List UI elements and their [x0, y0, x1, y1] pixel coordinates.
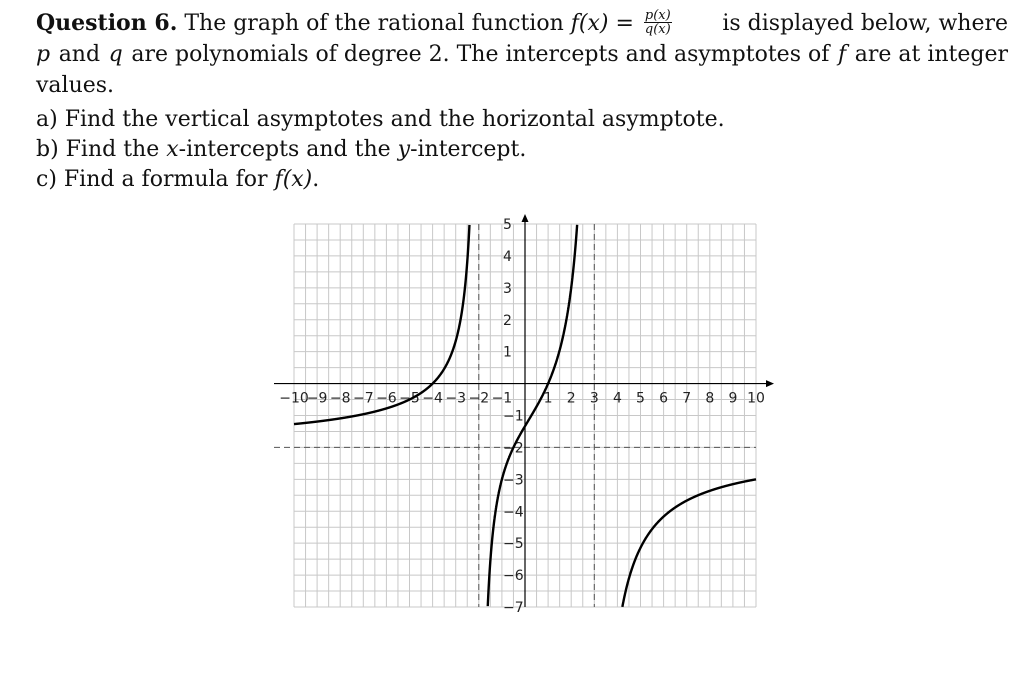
- x-tick-label: −2: [468, 390, 490, 407]
- y-tick-label: 5: [503, 217, 512, 233]
- x-tick-label: 6: [659, 390, 669, 407]
- x-tick-label: 4: [612, 390, 622, 407]
- x-tick-label: 10: [747, 390, 765, 407]
- question-line-2: [36, 39, 1008, 70]
- rational-function-graph: [274, 212, 774, 622]
- y-tick-label: 3: [503, 280, 512, 297]
- y-tick-label: −4: [503, 504, 524, 521]
- x-tick-label: 1: [543, 390, 553, 407]
- y-tick-label: −5: [503, 536, 524, 553]
- x-tick-label: 8: [705, 390, 715, 407]
- part-b-post: -intercept.: [410, 137, 527, 162]
- part-c-pre: Find a formula for: [63, 167, 268, 192]
- question-label: Question 6.: [36, 10, 178, 36]
- part-b-marker: b): [36, 137, 59, 162]
- line-2-text: are polynomials of degree 2. The intercepts and asymptotes of: [131, 42, 830, 67]
- y-axis-arrow: [522, 214, 529, 222]
- x-tick-label: −10: [279, 390, 309, 407]
- fraction-numerator: p(x): [644, 7, 671, 23]
- var-f: f: [837, 42, 847, 67]
- y-tick-label: 4: [503, 248, 512, 265]
- y-tick-label: −7: [503, 600, 524, 616]
- x-tick-label: −8: [329, 390, 351, 407]
- y-tick-label: 2: [503, 312, 512, 329]
- x-tick-label: −6: [376, 390, 397, 407]
- y-tick-label: −1: [503, 408, 524, 425]
- part-b: [36, 135, 1008, 165]
- part-a: [36, 105, 1008, 135]
- x-tick-label: 2: [566, 390, 576, 407]
- part-c-marker: c): [36, 167, 57, 192]
- x-tick-label: 3: [589, 390, 599, 407]
- part-c-var-fx: f(x): [274, 167, 313, 192]
- x-tick-label: −7: [352, 390, 374, 407]
- equals-sign: =: [615, 11, 634, 36]
- y-tick-label: 1: [503, 344, 512, 361]
- y-tick-label: −6: [503, 568, 524, 585]
- fraction-denominator: q(x): [644, 21, 671, 37]
- x-tick-label: −1: [491, 390, 513, 407]
- part-b-var-y: y: [397, 137, 411, 162]
- x-tick-label: −3: [445, 390, 467, 407]
- intro-text-a: The graph of the rational function: [184, 11, 564, 36]
- part-c-post: .: [312, 167, 320, 192]
- x-tick-label: 9: [728, 390, 738, 407]
- y-tick-label: −3: [503, 472, 524, 489]
- y-tick-label: −2: [503, 440, 524, 457]
- x-tick-label: −5: [399, 390, 420, 407]
- question-line-1: [36, 8, 1008, 39]
- x-axis-arrow: [766, 380, 774, 387]
- word-and: and: [58, 42, 101, 67]
- x-tick-label: −4: [422, 390, 443, 407]
- question-line-3: values.: [36, 73, 115, 98]
- x-tick-label: −9: [306, 390, 328, 407]
- part-c: [36, 165, 1008, 195]
- part-b-var-x: x: [166, 137, 179, 162]
- intro-text-b: is displayed below, where: [722, 11, 1008, 36]
- question-parts-list: [36, 105, 1008, 195]
- part-a-marker: a): [36, 107, 58, 132]
- x-tick-label: 5: [636, 390, 645, 407]
- function-name: f(x): [570, 11, 609, 36]
- question-line-1-left: [36, 8, 675, 39]
- part-a-text: Find the vertical asymptotes and the horizontal asymptote.: [64, 107, 725, 132]
- part-b-pre: Find the: [65, 137, 160, 162]
- var-p: p: [36, 42, 51, 67]
- question-text: [36, 8, 1008, 195]
- fraction-p-over-q: [644, 9, 672, 36]
- x-tick-label: 7: [682, 390, 692, 407]
- var-q: q: [108, 42, 123, 67]
- part-b-mid: -intercepts and the: [178, 137, 391, 162]
- line-2-end: are at integer: [854, 42, 1008, 67]
